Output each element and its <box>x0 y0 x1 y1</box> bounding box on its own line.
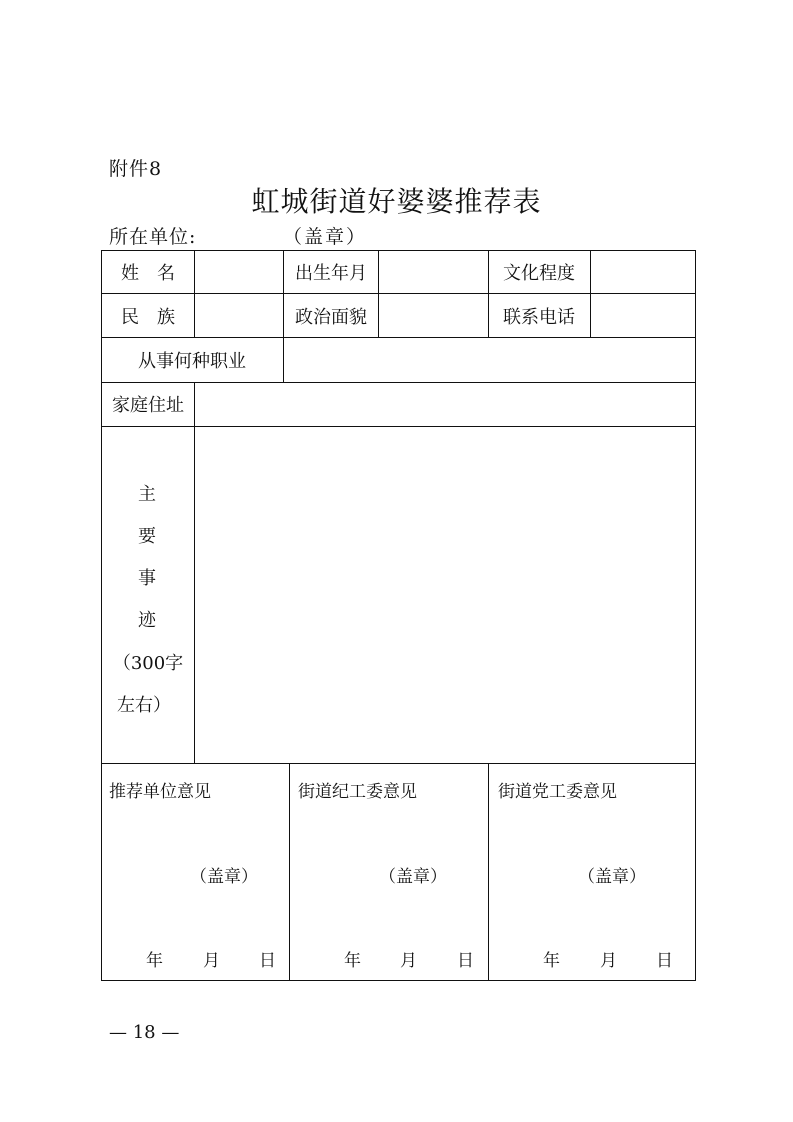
table-border-left <box>101 250 102 981</box>
row-divider <box>101 382 696 383</box>
phone-field[interactable] <box>592 295 694 337</box>
col-divider <box>283 337 284 383</box>
discipline-committee-seal: （盖章） <box>379 867 447 887</box>
recommender-year: 年 <box>146 951 163 971</box>
discipline-committee-month: 月 <box>400 951 417 971</box>
ethnicity-label: 民 族 <box>121 307 175 328</box>
recommender-opinion-title: 推荐单位意见 <box>109 782 211 802</box>
deeds-label-char: 主 <box>138 484 156 505</box>
birth-field[interactable] <box>380 251 487 293</box>
deeds-label-char: 事 <box>138 568 156 589</box>
attachment-label: 附件8 <box>109 158 163 180</box>
political-status-field[interactable] <box>380 295 487 337</box>
education-label: 文化程度 <box>503 263 575 284</box>
col-divider <box>194 382 195 764</box>
col-divider <box>488 250 489 338</box>
col-divider <box>378 250 379 338</box>
party-committee-seal: （盖章） <box>578 867 646 887</box>
name-field[interactable] <box>196 251 282 293</box>
deeds-label-char: 要 <box>138 526 156 547</box>
table-border-bottom <box>101 980 696 981</box>
discipline-committee-year: 年 <box>344 951 361 971</box>
name-label: 姓 名 <box>121 263 175 284</box>
party-committee-opinion-title: 街道党工委意见 <box>498 782 617 802</box>
recommender-month: 月 <box>203 951 220 971</box>
recommender-day: 日 <box>259 951 276 971</box>
ethnicity-field[interactable] <box>196 295 282 337</box>
col-divider <box>289 763 290 981</box>
seal-label: （盖章） <box>283 226 368 248</box>
deeds-label-note: 左右） <box>117 695 171 716</box>
col-divider <box>590 250 591 338</box>
col-divider <box>194 250 195 338</box>
unit-label: 所在单位: <box>109 226 197 248</box>
deeds-label-note: （300字 <box>112 653 184 674</box>
col-divider <box>283 250 284 338</box>
political-status-label: 政治面貌 <box>295 307 367 328</box>
address-field[interactable] <box>196 384 694 425</box>
education-field[interactable] <box>592 251 694 293</box>
party-committee-month: 月 <box>600 951 617 971</box>
occupation-label: 从事何种职业 <box>138 351 246 372</box>
phone-label: 联系电话 <box>503 307 575 328</box>
col-divider <box>488 763 489 981</box>
deeds-field[interactable] <box>196 428 694 762</box>
row-divider <box>101 763 696 764</box>
discipline-committee-opinion-title: 街道纪工委意见 <box>298 782 417 802</box>
deeds-label-char: 迹 <box>138 610 156 631</box>
discipline-committee-day: 日 <box>457 951 474 971</box>
table-border-right <box>695 250 696 981</box>
recommender-seal: （盖章） <box>190 867 258 887</box>
form-title: 虹城街道好婆婆推荐表 <box>251 185 542 218</box>
row-divider <box>101 293 696 294</box>
page-number: — 18 — <box>109 1022 180 1043</box>
row-divider <box>101 337 696 338</box>
occupation-field[interactable] <box>285 339 694 381</box>
party-committee-day: 日 <box>656 951 673 971</box>
address-label: 家庭住址 <box>112 395 184 416</box>
birth-label: 出生年月 <box>295 263 367 284</box>
row-divider <box>101 426 696 427</box>
party-committee-year: 年 <box>543 951 560 971</box>
